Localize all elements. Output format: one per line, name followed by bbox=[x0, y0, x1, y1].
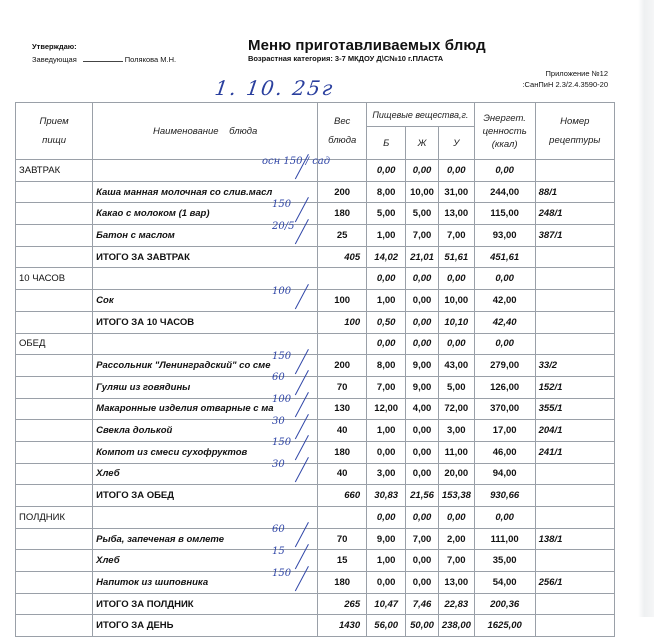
weight-cell: 130 bbox=[318, 398, 367, 420]
meal-cell bbox=[16, 528, 93, 550]
menu-table-body bbox=[16, 160, 615, 637]
weight-cell: 180 bbox=[318, 441, 367, 463]
carbs-cell: 0,00 bbox=[438, 268, 474, 290]
recipe-cell: 88/1 bbox=[535, 181, 614, 203]
total-row bbox=[16, 615, 615, 637]
recipe-cell: 241/1 bbox=[535, 441, 614, 463]
handwritten-portion: 20/5 bbox=[272, 220, 295, 232]
weight-cell: 40 bbox=[318, 463, 367, 485]
carbs-cell: 0,00 bbox=[438, 160, 474, 182]
carbs-cell: 43,00 bbox=[438, 355, 474, 377]
header-dish-name: Наименование блюда bbox=[93, 103, 318, 160]
protein-cell: 0,00 bbox=[367, 268, 406, 290]
handwritten-portion: 150 bbox=[272, 350, 292, 362]
fat-cell: 0,00 bbox=[406, 507, 439, 529]
dish-name-cell bbox=[93, 333, 318, 355]
meal-cell bbox=[16, 572, 93, 594]
appendix-number: Приложение №12 bbox=[545, 69, 608, 78]
meal-cell bbox=[16, 398, 93, 420]
dish-row bbox=[16, 355, 615, 377]
meal-section-row bbox=[16, 160, 615, 182]
recipe-cell: 387/1 bbox=[535, 225, 614, 247]
document-subtitle: Возрастная категория: 3-7 МКДОУ Д\С№10 г.ПЛАСТА bbox=[248, 54, 444, 63]
recipe-cell: 248/1 bbox=[535, 203, 614, 225]
energy-cell: 42,40 bbox=[474, 311, 535, 333]
protein-cell: 56,00 bbox=[367, 615, 406, 637]
recipe-cell bbox=[535, 160, 614, 182]
dish-name-cell: ИТОГО ЗА ОБЕД bbox=[93, 485, 318, 507]
dish-name-cell bbox=[93, 507, 318, 529]
protein-cell: 30,83 bbox=[367, 485, 406, 507]
fat-cell: 0,00 bbox=[406, 311, 439, 333]
energy-cell: 0,00 bbox=[474, 160, 535, 182]
header-weight: Вес блюда bbox=[318, 103, 367, 160]
protein-cell: 0,00 bbox=[367, 441, 406, 463]
carbs-cell: 20,00 bbox=[438, 463, 474, 485]
energy-cell: 35,00 bbox=[474, 550, 535, 572]
energy-cell: 126,00 bbox=[474, 376, 535, 398]
dish-name-cell: Макаронные изделия отварные с ма bbox=[93, 398, 318, 420]
dish-row bbox=[16, 572, 615, 594]
position-label: Заведующая bbox=[32, 55, 77, 64]
fat-cell: 9,00 bbox=[406, 376, 439, 398]
energy-cell: 94,00 bbox=[474, 463, 535, 485]
weight-cell: 660 bbox=[318, 485, 367, 507]
dish-name-cell bbox=[93, 160, 318, 182]
carbs-cell: 0,00 bbox=[438, 507, 474, 529]
carbs-cell: 11,00 bbox=[438, 441, 474, 463]
energy-cell: 0,00 bbox=[474, 333, 535, 355]
recipe-cell: 355/1 bbox=[535, 398, 614, 420]
energy-cell: 200,36 bbox=[474, 593, 535, 615]
dish-name-cell: Напиток из шиповника bbox=[93, 572, 318, 594]
dish-name-cell: ИТОГО ЗА 10 ЧАСОВ bbox=[93, 311, 318, 333]
weight-cell: 265 bbox=[318, 593, 367, 615]
total-row bbox=[16, 246, 615, 268]
recipe-cell bbox=[535, 268, 614, 290]
fat-cell: 4,00 bbox=[406, 398, 439, 420]
protein-cell: 0,00 bbox=[367, 507, 406, 529]
meal-cell bbox=[16, 290, 93, 312]
dish-name-cell: Свекла долькой bbox=[93, 420, 318, 442]
fat-cell: 0,00 bbox=[406, 463, 439, 485]
meal-section-row bbox=[16, 268, 615, 290]
meal-cell bbox=[16, 181, 93, 203]
weight-cell: 1430 bbox=[318, 615, 367, 637]
dish-row bbox=[16, 528, 615, 550]
fat-cell: 5,00 bbox=[406, 203, 439, 225]
dish-name-cell: Рассольник "Ленинградский" со сме bbox=[93, 355, 318, 377]
scan-shadow bbox=[638, 0, 654, 617]
meal-cell bbox=[16, 463, 93, 485]
header-nutrients: Пищевые вещества,г. bbox=[367, 103, 475, 127]
carbs-cell: 51,61 bbox=[438, 246, 474, 268]
header-fat: Ж bbox=[406, 127, 439, 160]
protein-cell: 1,00 bbox=[367, 290, 406, 312]
protein-cell: 9,00 bbox=[367, 528, 406, 550]
dish-row bbox=[16, 420, 615, 442]
meal-cell bbox=[16, 441, 93, 463]
weight-cell bbox=[318, 268, 367, 290]
protein-cell: 0,00 bbox=[367, 572, 406, 594]
handwritten-date: 1. 10. 25г bbox=[213, 76, 336, 100]
fat-cell: 21,56 bbox=[406, 485, 439, 507]
meal-section-row bbox=[16, 507, 615, 529]
weight-cell: 180 bbox=[318, 572, 367, 594]
recipe-cell bbox=[535, 246, 614, 268]
dish-name-cell: Каша манная молочная со слив.масл bbox=[93, 181, 318, 203]
energy-cell: 279,00 bbox=[474, 355, 535, 377]
meal-cell bbox=[16, 485, 93, 507]
dish-name-cell bbox=[93, 268, 318, 290]
handwritten-portion: 60 bbox=[272, 524, 285, 536]
meal-cell bbox=[16, 615, 93, 637]
weight-cell: 180 bbox=[318, 203, 367, 225]
weight-cell: 100 bbox=[318, 311, 367, 333]
energy-cell: 46,00 bbox=[474, 441, 535, 463]
weight-cell: 70 bbox=[318, 528, 367, 550]
meal-cell bbox=[16, 593, 93, 615]
recipe-cell bbox=[535, 485, 614, 507]
weight-cell: 40 bbox=[318, 420, 367, 442]
handwritten-portion: 150 bbox=[272, 567, 292, 579]
meal-cell: ПОЛДНИК bbox=[16, 507, 93, 529]
meal-cell bbox=[16, 355, 93, 377]
carbs-cell: 7,00 bbox=[438, 225, 474, 247]
fat-cell: 0,00 bbox=[406, 420, 439, 442]
approve-label: Утверждаю: bbox=[32, 42, 77, 51]
dish-name-cell: Батон с маслом bbox=[93, 225, 318, 247]
dish-name-cell: Хлеб bbox=[93, 550, 318, 572]
weight-cell: 15 bbox=[318, 550, 367, 572]
fat-cell: 7,00 bbox=[406, 528, 439, 550]
energy-cell: 451,61 bbox=[474, 246, 535, 268]
fat-cell: 50,00 bbox=[406, 615, 439, 637]
dish-row bbox=[16, 441, 615, 463]
meal-cell bbox=[16, 203, 93, 225]
header-recipe: Номер рецептуры bbox=[535, 103, 614, 160]
fat-cell: 0,00 bbox=[406, 333, 439, 355]
energy-cell: 370,00 bbox=[474, 398, 535, 420]
dish-row bbox=[16, 225, 615, 247]
handwritten-portion: 30 bbox=[272, 459, 285, 471]
carbs-cell: 72,00 bbox=[438, 398, 474, 420]
protein-cell: 8,00 bbox=[367, 181, 406, 203]
meal-cell bbox=[16, 420, 93, 442]
fat-cell: 0,00 bbox=[406, 160, 439, 182]
total-row bbox=[16, 593, 615, 615]
approver-line bbox=[32, 53, 176, 66]
recipe-cell bbox=[535, 463, 614, 485]
header-energy: Энергет. ценность (ккал) bbox=[474, 103, 535, 160]
carbs-cell: 10,10 bbox=[438, 311, 474, 333]
protein-cell: 0,00 bbox=[367, 160, 406, 182]
protein-cell: 1,00 bbox=[367, 550, 406, 572]
dish-row bbox=[16, 550, 615, 572]
carbs-cell: 3,00 bbox=[438, 420, 474, 442]
header-protein: Б bbox=[367, 127, 406, 160]
meal-section-row bbox=[16, 333, 615, 355]
carbs-cell: 2,00 bbox=[438, 528, 474, 550]
meal-cell: ОБЕД bbox=[16, 333, 93, 355]
handwritten-portion: 100 bbox=[272, 285, 292, 297]
energy-cell: 1625,00 bbox=[474, 615, 535, 637]
meal-cell bbox=[16, 376, 93, 398]
handwritten-portion: осн 150 / сад bbox=[262, 155, 331, 167]
weight-cell: 405 bbox=[318, 246, 367, 268]
header-carbs: У bbox=[438, 127, 474, 160]
carbs-cell: 7,00 bbox=[438, 550, 474, 572]
energy-cell: 42,00 bbox=[474, 290, 535, 312]
dish-name-cell: ИТОГО ЗА ЗАВТРАК bbox=[93, 246, 318, 268]
fat-cell: 0,00 bbox=[406, 550, 439, 572]
dish-name-cell: ИТОГО ЗА ДЕНЬ bbox=[93, 615, 318, 637]
energy-cell: 54,00 bbox=[474, 572, 535, 594]
protein-cell: 12,00 bbox=[367, 398, 406, 420]
weight-cell bbox=[318, 160, 367, 182]
meal-cell bbox=[16, 311, 93, 333]
dish-name-cell: Какао с молоком (1 вар) bbox=[93, 203, 318, 225]
protein-cell: 1,00 bbox=[367, 420, 406, 442]
dish-row bbox=[16, 463, 615, 485]
energy-cell: 93,00 bbox=[474, 225, 535, 247]
weight-cell bbox=[318, 333, 367, 355]
protein-cell: 7,00 bbox=[367, 376, 406, 398]
dish-row bbox=[16, 290, 615, 312]
dish-name-cell: Хлеб bbox=[93, 463, 318, 485]
handwritten-portion: 30 bbox=[272, 415, 285, 427]
dish-name-cell: Рыба, запеченая в омлете bbox=[93, 528, 318, 550]
menu-table bbox=[15, 102, 615, 637]
carbs-cell: 0,00 bbox=[438, 333, 474, 355]
recipe-cell bbox=[535, 615, 614, 637]
energy-cell: 0,00 bbox=[474, 507, 535, 529]
total-row bbox=[16, 485, 615, 507]
protein-cell: 0,00 bbox=[367, 333, 406, 355]
handwritten-portion: 150 bbox=[272, 437, 292, 449]
meal-cell bbox=[16, 246, 93, 268]
handwritten-portion: 60 bbox=[272, 372, 285, 384]
carbs-cell: 22,83 bbox=[438, 593, 474, 615]
fat-cell: 10,00 bbox=[406, 181, 439, 203]
appendix-block bbox=[522, 68, 608, 90]
recipe-cell bbox=[535, 507, 614, 529]
sanpin-reference: :СанПиН 2.3/2.4.3590-20 bbox=[522, 80, 608, 89]
weight-cell: 200 bbox=[318, 181, 367, 203]
weight-cell bbox=[318, 507, 367, 529]
energy-cell: 930,66 bbox=[474, 485, 535, 507]
recipe-cell bbox=[535, 290, 614, 312]
recipe-cell bbox=[535, 550, 614, 572]
recipe-cell: 256/1 bbox=[535, 572, 614, 594]
energy-cell: 17,00 bbox=[474, 420, 535, 442]
header-meal: Прием пищи bbox=[16, 103, 93, 160]
protein-cell: 0,50 bbox=[367, 311, 406, 333]
meal-cell bbox=[16, 550, 93, 572]
recipe-cell bbox=[535, 593, 614, 615]
carbs-cell: 10,00 bbox=[438, 290, 474, 312]
carbs-cell: 13,00 bbox=[438, 572, 474, 594]
carbs-cell: 13,00 bbox=[438, 203, 474, 225]
energy-cell: 111,00 bbox=[474, 528, 535, 550]
recipe-cell: 33/2 bbox=[535, 355, 614, 377]
protein-cell: 1,00 bbox=[367, 225, 406, 247]
carbs-cell: 31,00 bbox=[438, 181, 474, 203]
dish-row bbox=[16, 181, 615, 203]
protein-cell: 14,02 bbox=[367, 246, 406, 268]
fat-cell: 21,01 bbox=[406, 246, 439, 268]
fat-cell: 7,00 bbox=[406, 225, 439, 247]
handwritten-portion: 15 bbox=[272, 545, 285, 557]
dish-name-cell: ИТОГО ЗА ПОЛДНИК bbox=[93, 593, 318, 615]
weight-cell: 200 bbox=[318, 355, 367, 377]
fat-cell: 0,00 bbox=[406, 441, 439, 463]
dish-row bbox=[16, 376, 615, 398]
meal-cell: ЗАВТРАК bbox=[16, 160, 93, 182]
recipe-cell: 204/1 bbox=[535, 420, 614, 442]
document-title: Меню приготавливаемых блюд bbox=[248, 37, 486, 54]
dish-row bbox=[16, 203, 615, 225]
protein-cell: 8,00 bbox=[367, 355, 406, 377]
total-row bbox=[16, 311, 615, 333]
dish-row bbox=[16, 398, 615, 420]
protein-cell: 5,00 bbox=[367, 203, 406, 225]
carbs-cell: 153,38 bbox=[438, 485, 474, 507]
fat-cell: 7,46 bbox=[406, 593, 439, 615]
protein-cell: 3,00 bbox=[367, 463, 406, 485]
energy-cell: 115,00 bbox=[474, 203, 535, 225]
carbs-cell: 5,00 bbox=[438, 376, 474, 398]
weight-cell: 70 bbox=[318, 376, 367, 398]
signatory-name: Полякова М.Н. bbox=[124, 55, 177, 64]
recipe-cell: 138/1 bbox=[535, 528, 614, 550]
dish-name-cell: Сок bbox=[93, 290, 318, 312]
dish-name-cell: Гуляш из говядины bbox=[93, 376, 318, 398]
protein-cell: 10,47 bbox=[367, 593, 406, 615]
approval-block bbox=[32, 40, 176, 66]
energy-cell: 0,00 bbox=[474, 268, 535, 290]
weight-cell: 25 bbox=[318, 225, 367, 247]
handwritten-portion: 100 bbox=[272, 394, 292, 406]
recipe-cell: 152/1 bbox=[535, 376, 614, 398]
meal-cell: 10 ЧАСОВ bbox=[16, 268, 93, 290]
meal-cell bbox=[16, 225, 93, 247]
fat-cell: 0,00 bbox=[406, 290, 439, 312]
fat-cell: 0,00 bbox=[406, 268, 439, 290]
fat-cell: 9,00 bbox=[406, 355, 439, 377]
recipe-cell bbox=[535, 311, 614, 333]
dish-name-cell: Компот из смеси сухофруктов bbox=[93, 441, 318, 463]
signature-line bbox=[83, 61, 123, 62]
fat-cell: 0,00 bbox=[406, 572, 439, 594]
carbs-cell: 238,00 bbox=[438, 615, 474, 637]
energy-cell: 244,00 bbox=[474, 181, 535, 203]
weight-cell: 100 bbox=[318, 290, 367, 312]
recipe-cell bbox=[535, 333, 614, 355]
handwritten-portion: 150 bbox=[272, 198, 292, 210]
